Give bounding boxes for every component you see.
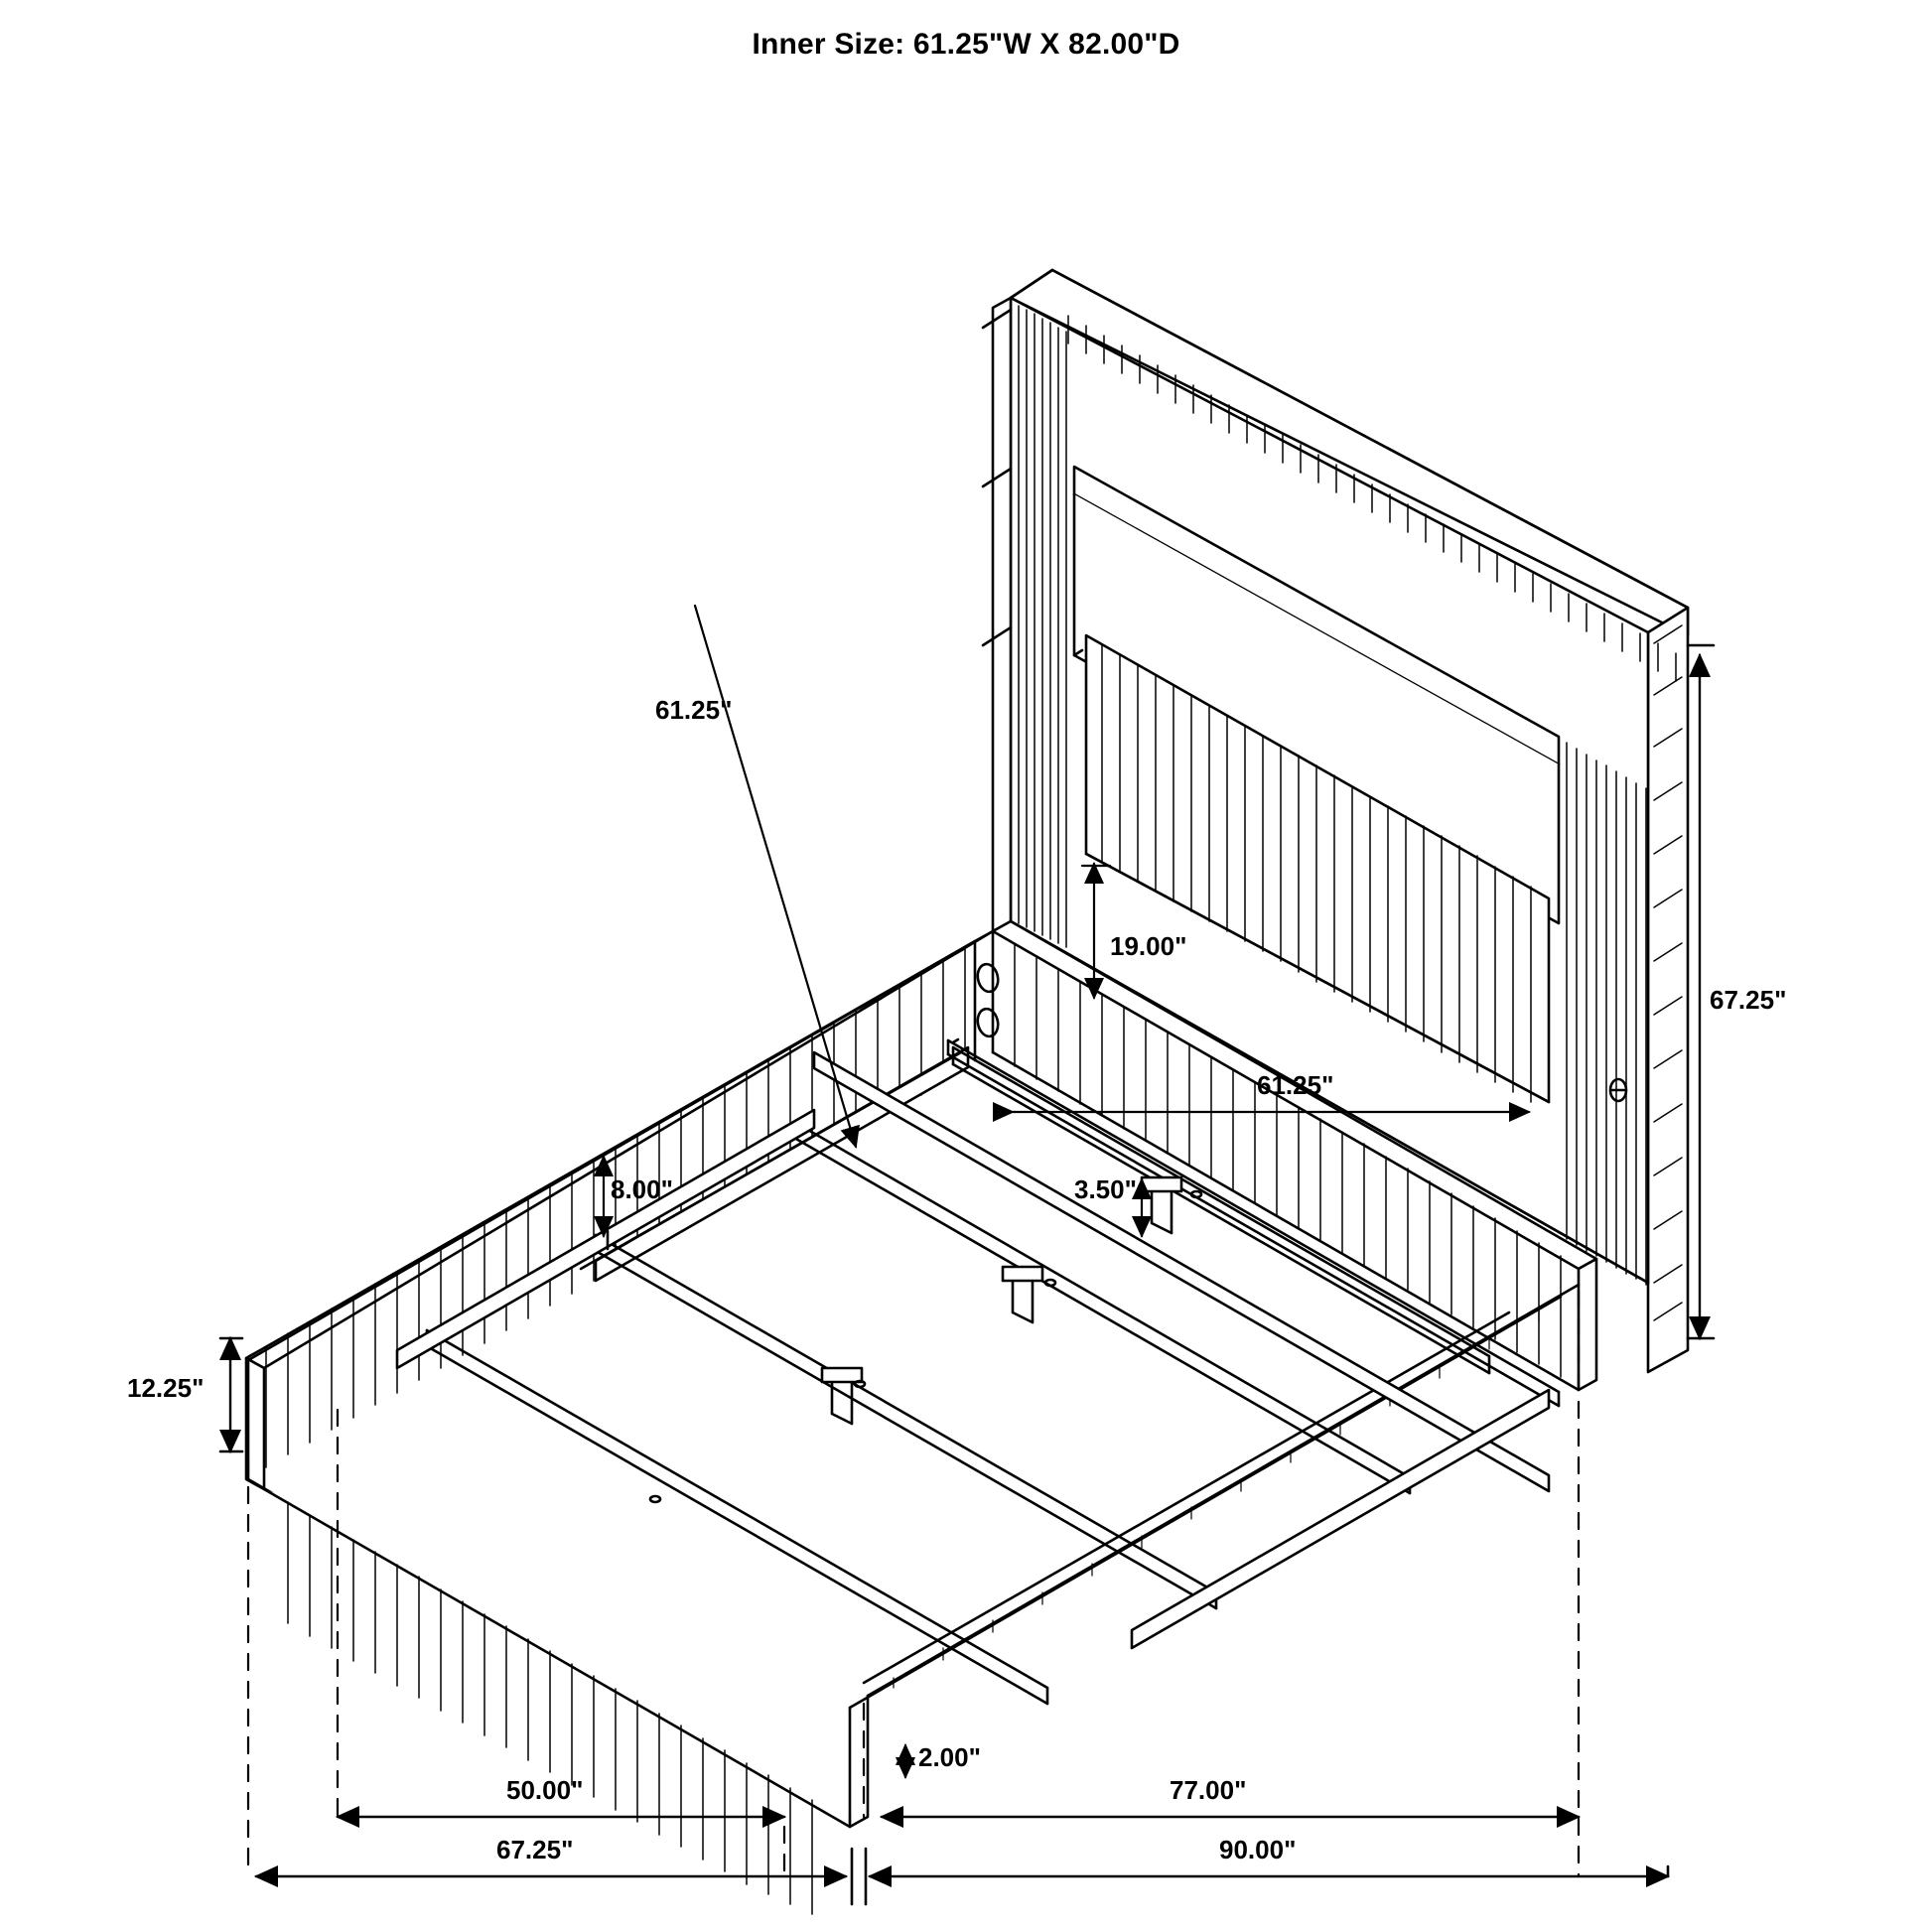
page-title: Inner Size: 61.25"W X 82.00"D [752,28,1180,61]
dim-inner-width: 50.00" [506,1775,584,1805]
dim-foot-clearance: 2.00" [918,1742,981,1772]
dim-inner-depth: 77.00" [1170,1775,1247,1805]
dim-center-support-width: 3.50" [1074,1174,1137,1204]
dim-outer-width: 67.25" [496,1835,574,1864]
dim-rail-height: 12.25" [127,1373,205,1403]
dim-deck-height: 8.00" [611,1174,673,1204]
dim-slat-span-width: 61.25" [1257,1070,1334,1100]
dim-overall-height: 67.25" [1710,985,1787,1015]
dim-headboard-lower-panel-height: 19.00" [1110,931,1187,961]
dim-outer-depth: 90.00" [1219,1835,1297,1864]
dim-headboard-panel-width: 61.25" [655,695,733,725]
